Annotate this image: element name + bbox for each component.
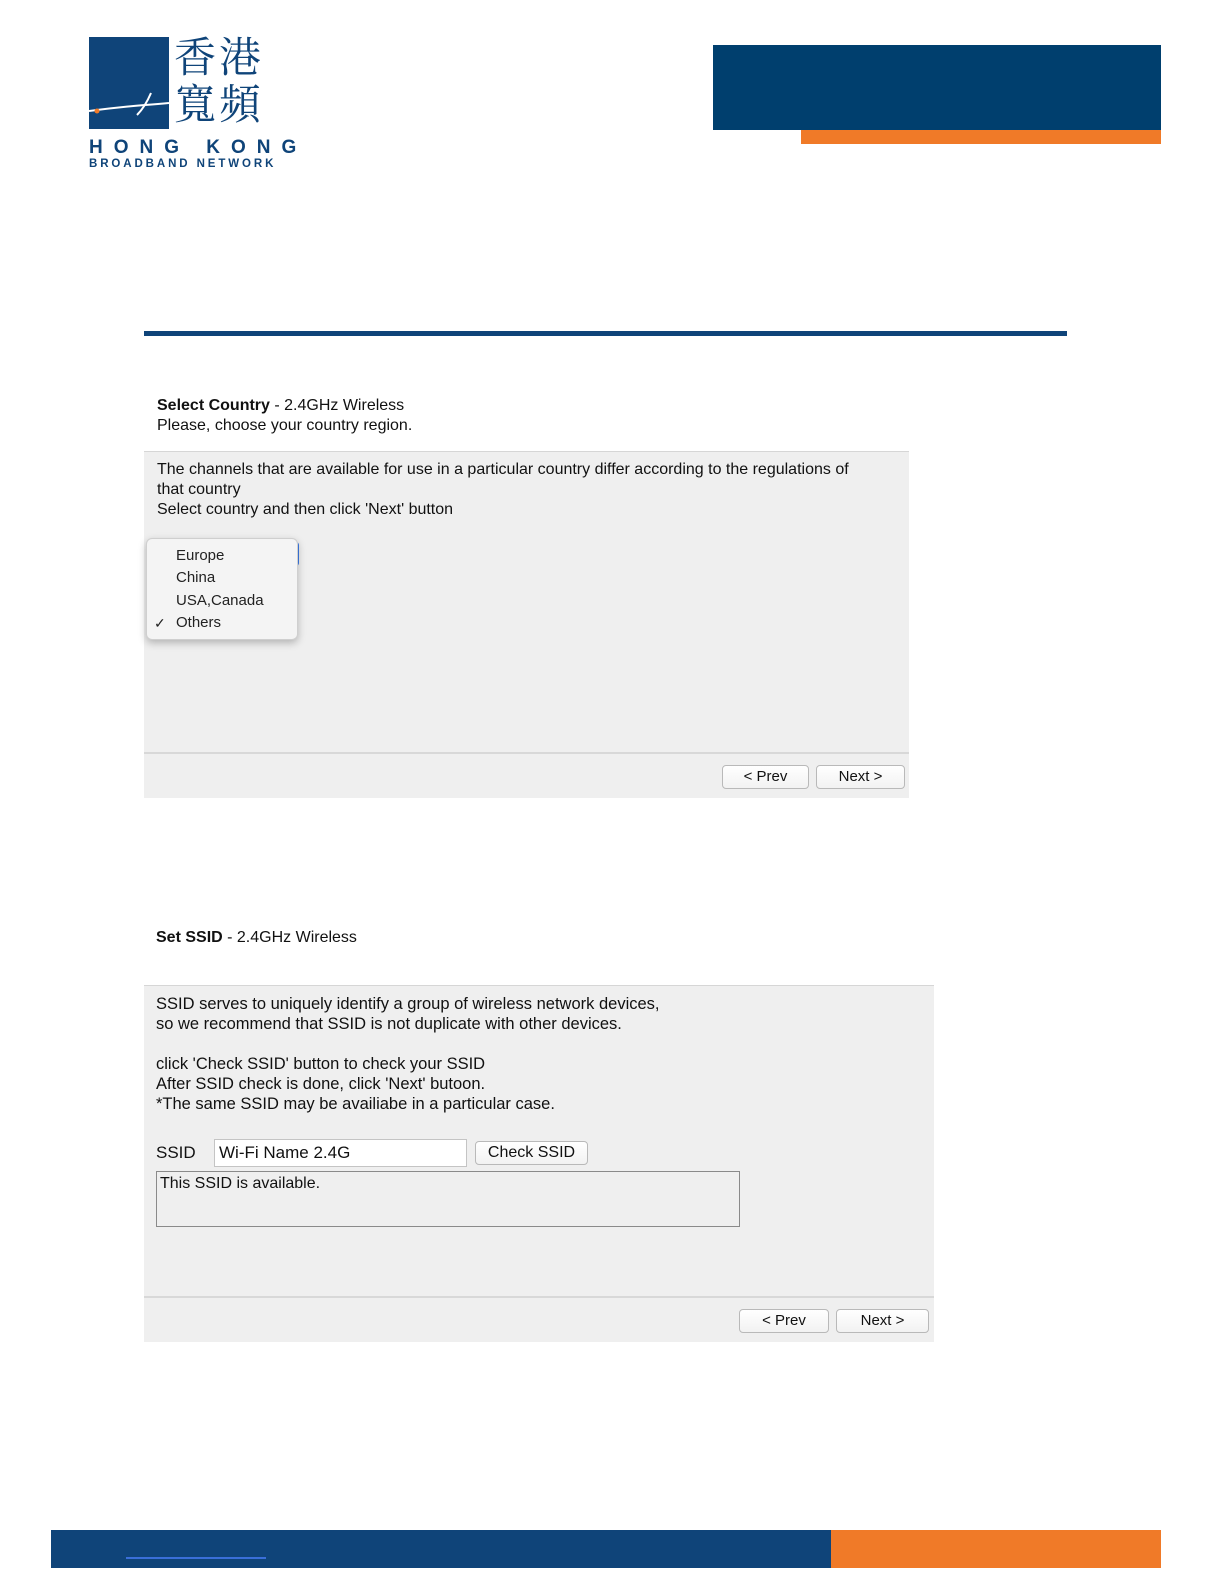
select-country-desc-line3: Select country and then click 'Next' button: [157, 501, 454, 518]
select-country-title-rest: - 2.4GHz Wireless: [269, 397, 405, 414]
country-option-china[interactable]: China: [176, 569, 216, 586]
logo-mark: [89, 37, 169, 129]
ssid-next-button[interactable]: Next >: [836, 1309, 929, 1333]
select-country-desc-line1: The channels that are available for use in a particular country differ according to the regulations of: [157, 461, 849, 478]
ssid-input[interactable]: Wi-Fi Name 2.4G: [214, 1139, 467, 1167]
next-button[interactable]: Next >: [816, 765, 905, 789]
section-divider: [144, 331, 1067, 336]
country-option-usa-canada[interactable]: USA,Canada: [176, 592, 264, 609]
footer-bar-orange: [831, 1530, 1161, 1568]
ssid-result-box: This SSID is available.: [156, 1171, 740, 1227]
set-ssid-footer: [144, 1296, 934, 1342]
set-ssid-desc-line2: so we recommend that SSID is not duplicate with other devices.: [156, 1015, 622, 1033]
footer-bar-blue: [51, 1530, 831, 1568]
header-banner-blue: [713, 45, 1161, 130]
country-option-europe[interactable]: Europe: [176, 547, 225, 564]
set-ssid-desc-line4: After SSID check is done, click 'Next' butoon.: [156, 1075, 486, 1093]
header-banner-orange: [801, 130, 1161, 144]
ssid-prev-button[interactable]: < Prev: [739, 1309, 829, 1333]
ssid-label: SSID: [156, 1143, 196, 1162]
set-ssid-title-rest: - 2.4GHz Wireless: [222, 929, 357, 946]
select-country-desc-line2: that country: [157, 481, 241, 498]
country-dropdown-menu[interactable]: [146, 538, 298, 640]
set-ssid-title: [156, 928, 357, 948]
logo-name-line1: HONG KONG: [89, 137, 308, 158]
set-ssid-desc-line3: click 'Check SSID' button to check your SSID: [156, 1055, 486, 1073]
country-option-others[interactable]: Others: [176, 614, 222, 631]
checkmark-icon: ✓: [154, 615, 166, 631]
logo-chinese-name: 香港寬頻: [174, 33, 265, 129]
prev-button[interactable]: < Prev: [722, 765, 809, 789]
logo-name-line2: BROADBAND NETWORK: [89, 158, 277, 170]
footer-link-underline[interactable]: [126, 1557, 266, 1559]
set-ssid-title-bold: Set SSID: [156, 929, 223, 946]
set-ssid-desc-line5: *The same SSID may be availiabe in a particular case.: [156, 1095, 555, 1113]
set-ssid-desc-line1: SSID serves to uniquely identify a group of wireless network devices,: [156, 995, 660, 1013]
logo-swoosh-icon: [89, 37, 169, 129]
select-country-subtitle: Please, choose your country region.: [157, 417, 413, 434]
check-ssid-button[interactable]: Check SSID: [475, 1141, 588, 1165]
select-country-title-bold: Select Country: [157, 397, 270, 414]
select-country-footer: [144, 752, 909, 798]
select-country-title: [157, 396, 404, 416]
